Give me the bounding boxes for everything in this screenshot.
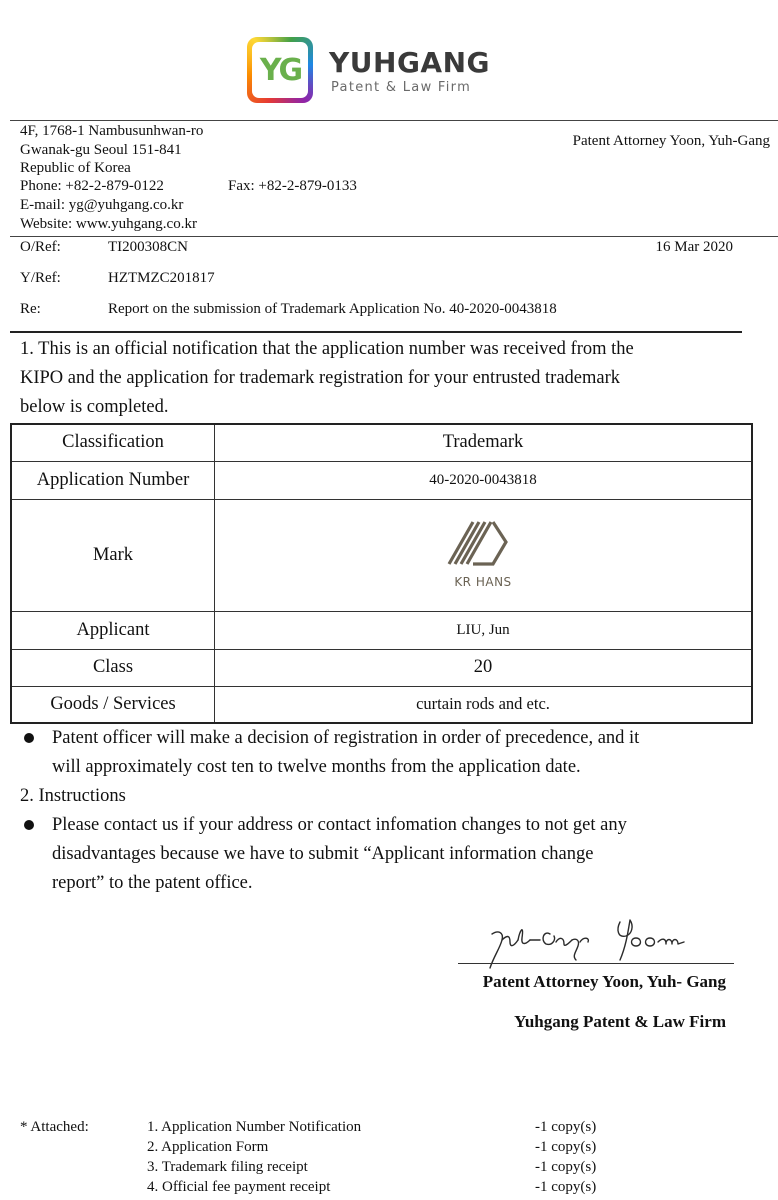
attachment-item-name: 1. Application Number Notification [147,1119,362,1135]
attachment-item-copies: -1 copy(s) [535,1119,597,1135]
table-row [11,461,752,499]
bullet1-line-1: Patent officer will make a decision of registration in order of precedence, and it [52,728,640,748]
phone-number: Phone: +82-2-879-0122 [20,178,164,194]
table-row [11,499,752,611]
trademark-table [10,423,753,724]
table-row [11,649,752,686]
section2-title: 2. Instructions [20,786,126,806]
row-label-class: Class [11,649,215,686]
email-address: E-mail: yg@yuhgang.co.kr [20,197,184,213]
attachment-item-copies: -1 copy(s) [535,1179,597,1195]
letter-date: 16 Mar 2020 [655,239,733,255]
attachment-item-copies: -1 copy(s) [535,1139,597,1155]
brand-subtitle: Patent & Law Firm [331,80,472,95]
re-subject: Report on the submission of Trademark Application No. 40-2020-0043818 [108,301,557,317]
bullet-icon [24,733,34,743]
bullet2-line-1: Please contact us if your address or contact infomation changes to not get any [52,815,627,835]
subject-divider [10,331,742,333]
brand-name: YUHGANG [329,46,491,79]
logo-letters: YG [259,52,301,88]
fax-number: Fax: +82-2-879-0133 [228,178,357,194]
address-line-1: 4F, 1768-1 Nambusunhwan-ro [20,123,204,139]
row-label-application-number: Application Number [11,461,215,499]
attachment-item-name: 2. Application Form [147,1139,269,1155]
mark-logo-text: KR HANS [454,575,512,589]
address-line-3: Republic of Korea [20,160,131,176]
signing-firm: Yuhgang Patent & Law Firm [514,1012,726,1031]
row-value-application-number: 40-2020-0043818 [215,461,753,499]
table-header-row [11,424,752,461]
attached-label: * Attached: [20,1119,89,1135]
section1-line-1: 1. This is an official notification that the application number was received from the [20,339,634,359]
bullet2-paragraph [52,811,627,898]
signature-line [458,963,734,964]
bullet1-line-2: will approximately cost ten to twelve months from the application date. [52,757,581,777]
section1-paragraph [20,335,634,422]
kr-hans-mark-image [443,516,523,594]
attorney-header: Patent Attorney Yoon, Yuh-Gang [572,133,770,149]
header-trademark: Trademark [215,424,753,461]
attachment-item-name: 4. Official fee payment receipt [147,1179,331,1195]
table-row [11,686,752,723]
firm-logo [247,37,491,103]
our-ref-value: TI200308CN [108,239,188,255]
bullet-icon [24,820,34,830]
bullet2-line-3: report” to the patent office. [52,873,253,893]
signing-attorney: Patent Attorney Yoon, Yuh- Gang [482,972,726,991]
row-label-goods-services: Goods / Services [11,686,215,723]
attachment-item-copies: -1 copy(s) [535,1159,597,1175]
section1-line-2: KIPO and the application for trademark registration for your entrusted trademark [20,368,621,388]
logo-emblem [247,37,313,103]
attachment-item-name: 3. Trademark filing receipt [147,1159,308,1175]
address-divider [10,236,778,237]
your-ref-value: HZTMZC201817 [108,270,215,286]
our-ref-label: O/Ref: [20,239,61,255]
row-value-applicant: LIU, Jun [215,611,753,649]
row-label-mark: Mark [11,499,215,611]
website-address: Website: www.yuhgang.co.kr [20,216,197,232]
bullet2-line-2: disadvantages because we have to submit “Applicant information change [52,844,594,864]
bullet1-paragraph [52,724,639,782]
address-line-2: Gwanak-gu Seoul 151-841 [20,142,182,158]
header-divider [10,120,778,121]
row-value-class: 20 [215,649,753,686]
re-label: Re: [20,301,41,317]
your-ref-label: Y/Ref: [20,270,61,286]
row-label-applicant: Applicant [11,611,215,649]
header-classification: Classification [11,424,215,461]
table-row [11,611,752,649]
row-value-mark [215,499,753,611]
row-value-goods-services: curtain rods and etc. [215,686,753,723]
section1-line-3: below is completed. [20,397,169,417]
